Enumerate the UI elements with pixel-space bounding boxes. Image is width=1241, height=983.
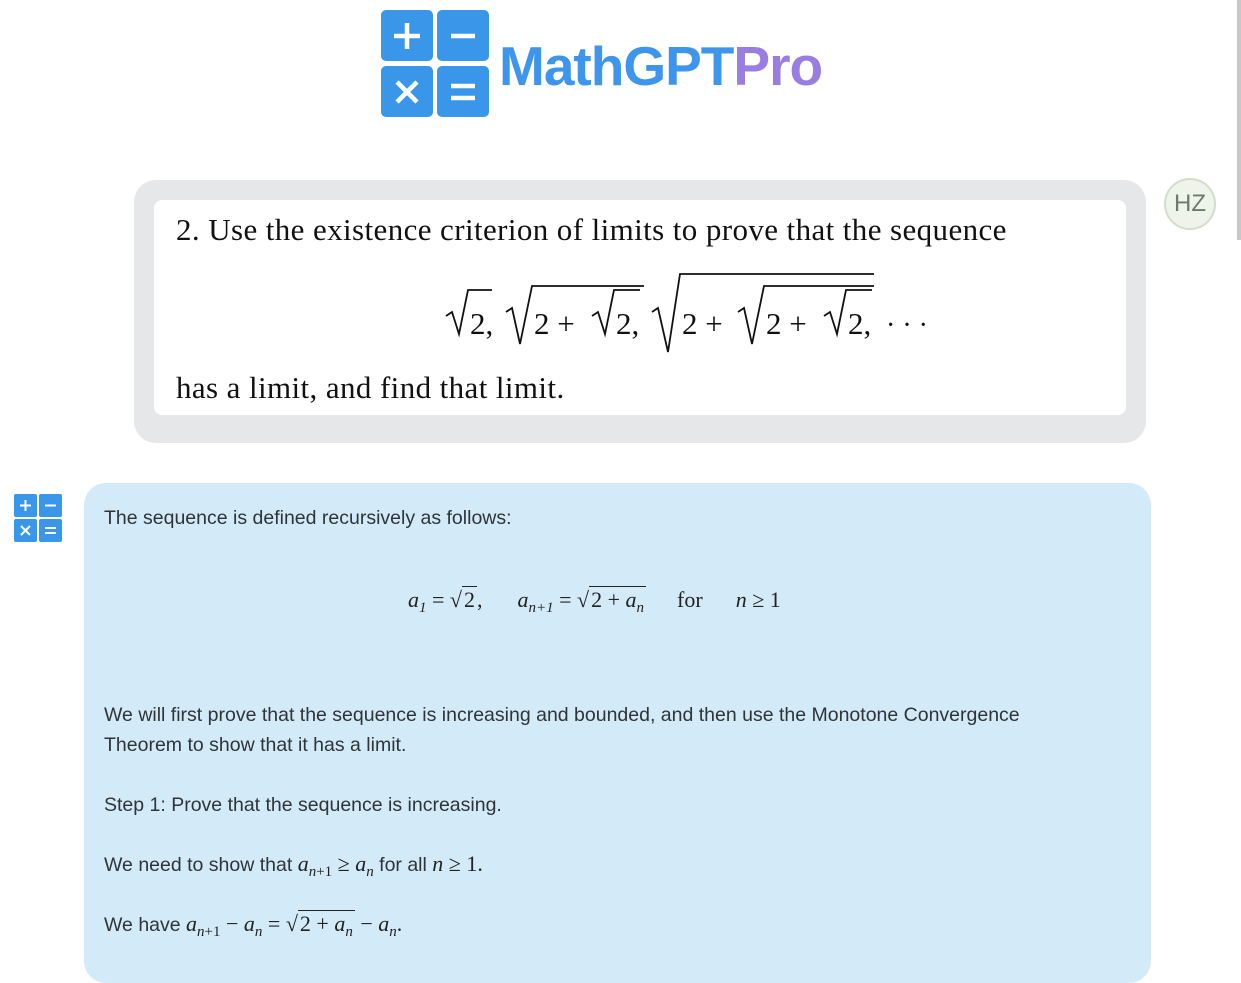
sequence-formula — [444, 272, 944, 367]
have-expression: $a_{n+1} - a_n = √2 + a_n - a_n$. — [186, 911, 403, 940]
svg-text:2,: 2, — [848, 306, 872, 341]
user-message — [134, 180, 1146, 443]
logo-wordmark — [499, 34, 823, 97]
paragraph-1-line-2: Theorem to show that it has a limit. — [104, 734, 407, 756]
app-logo — [381, 10, 822, 118]
need-suffix: for all — [379, 854, 427, 876]
recurrence-formula — [408, 587, 781, 617]
svg-text:2 +: 2 + — [766, 306, 807, 341]
question-image — [154, 200, 1126, 415]
assistant-message — [84, 483, 1151, 983]
recurrence-a1: $a_1 = √2$, — [408, 587, 483, 616]
calculator-icon — [381, 10, 491, 118]
recurrence-an1: $a_{n+1} = √2 + a_n$ — [517, 587, 645, 616]
paragraph-1-line-1: We will first prove that the sequence is increasing and bounded, and then use the Monotone Convergence — [104, 704, 1020, 726]
sequence-formula-svg — [444, 272, 944, 362]
logo-text-secondary: Pro — [733, 34, 823, 97]
need-condition: n ≥ 1. — [432, 851, 483, 876]
svg-text:2 +: 2 + — [682, 306, 723, 341]
user-avatar[interactable]: HZ — [1164, 178, 1216, 230]
have-prefix: We have — [104, 914, 181, 936]
scrollbar[interactable] — [1237, 0, 1241, 240]
recurrence-for: for — [677, 587, 703, 612]
formula-term-2 — [506, 286, 644, 344]
step-1-heading: Step 1: Prove that the sequence is increasing. — [104, 794, 502, 816]
formula-term-1 — [446, 290, 493, 341]
question-line-3: has a limit, and find that limit. — [176, 370, 565, 405]
formula-term-3 — [652, 274, 874, 352]
question-line-1: 2. Use the existence criterion of limits to prove that the sequence — [176, 212, 1007, 247]
svg-text:2 +: 2 + — [534, 306, 575, 341]
svg-text:2,: 2, — [616, 306, 640, 341]
bot-calculator-icon — [14, 494, 64, 543]
need-prefix: We need to show that — [104, 854, 293, 876]
need-inequality: $a_{n+1} \ge a_n$ — [297, 851, 374, 880]
need-to-show-line — [104, 851, 483, 881]
recurrence-cond: n ≥ 1 — [735, 587, 781, 612]
svg-text:2,: 2, — [470, 306, 494, 341]
formula-ellipsis: · · · — [886, 310, 928, 341]
logo-text-primary: MathGPT — [499, 34, 734, 97]
we-have-line — [104, 911, 402, 941]
answer-intro: The sequence is defined recursively as follows: — [104, 507, 512, 529]
